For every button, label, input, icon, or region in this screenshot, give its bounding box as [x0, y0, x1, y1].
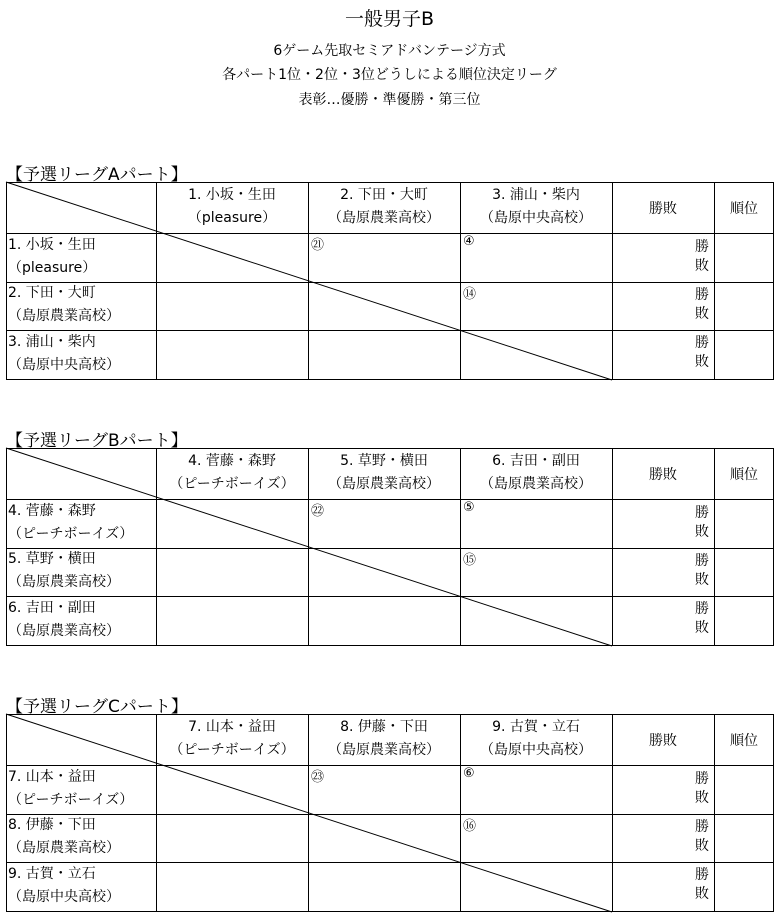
col-header-player-1: 4. 菅藤・森野 （ピーチボーイズ）	[169, 453, 295, 492]
match-number: ㉒	[311, 504, 325, 519]
win-loss-cell: 勝 敗	[695, 553, 709, 588]
awards-note: 表彰…優勝・準優勝・第三位	[298, 92, 481, 108]
match-number: ⑭	[463, 287, 477, 302]
win-loss-cell: 勝 敗	[695, 601, 709, 636]
col-header-player-1: 7. 山本・益田 （ピーチボーイズ）	[169, 719, 295, 758]
col-header-rank: 順位	[730, 201, 758, 217]
row-header-player-2: 8. 伊藤・下田 （島原農業高校）	[8, 817, 120, 856]
match-number: ④	[463, 234, 475, 249]
match-number: ⑯	[463, 819, 477, 834]
match-number: ㉓	[311, 770, 325, 785]
league-title: 【予選リーグBパート】	[6, 431, 188, 451]
col-header-rank: 順位	[730, 733, 758, 749]
win-loss-cell: 勝 敗	[695, 505, 709, 540]
format-rule: 6ゲーム先取セミアドバンテージ方式	[273, 43, 506, 59]
row-header-player-1: 1. 小坂・生田 （pleasure）	[8, 237, 97, 276]
league-table	[6, 448, 774, 646]
match-number: ⑤	[463, 500, 475, 515]
page-title: 一般男子B	[344, 8, 435, 30]
col-header-win-loss: 勝敗	[649, 201, 677, 217]
league-title: 【予選リーグCパート】	[6, 697, 188, 717]
row-header-player-1: 4. 菅藤・森野 （ピーチボーイズ）	[8, 503, 134, 542]
col-header-win-loss: 勝敗	[649, 733, 677, 749]
match-number: ㉑	[311, 238, 325, 253]
col-header-player-3: 6. 吉田・副田 （島原農業高校）	[480, 453, 592, 492]
row-header-player-3: 6. 吉田・副田 （島原農業高校）	[8, 600, 120, 639]
col-header-win-loss: 勝敗	[649, 467, 677, 483]
win-loss-cell: 勝 敗	[695, 819, 709, 854]
col-header-player-2: 8. 伊藤・下田 （島原農業高校）	[328, 719, 440, 758]
win-loss-cell: 勝 敗	[695, 335, 709, 370]
col-header-player-2: 2. 下田・大町 （島原農業高校）	[328, 187, 440, 226]
col-header-rank: 順位	[730, 467, 758, 483]
col-header-player-3: 9. 古賀・立石 （島原中央高校）	[480, 719, 592, 758]
col-header-player-1: 1. 小坂・生田 （pleasure）	[187, 187, 277, 226]
col-header-player-3: 3. 浦山・柴内 （島原中央高校）	[480, 187, 592, 226]
win-loss-cell: 勝 敗	[695, 287, 709, 322]
row-header-player-2: 2. 下田・大町 （島原農業高校）	[8, 285, 120, 324]
league-table	[6, 714, 774, 912]
win-loss-cell: 勝 敗	[695, 239, 709, 274]
match-number: ⑮	[463, 553, 477, 568]
row-header-player-3: 3. 浦山・柴内 （島原中央高校）	[8, 334, 120, 373]
win-loss-cell: 勝 敗	[695, 771, 709, 806]
row-header-player-1: 7. 山本・益田 （ピーチボーイズ）	[8, 769, 134, 808]
win-loss-cell: 勝 敗	[695, 867, 709, 902]
row-header-player-3: 9. 古賀・立石 （島原中央高校）	[8, 866, 120, 905]
row-header-player-2: 5. 草野・横田 （島原農業高校）	[8, 551, 120, 590]
match-number: ⑥	[463, 766, 475, 781]
league-table	[6, 182, 774, 380]
ranking-rule: 各パート1位・2位・3位どうしによる順位決定リーグ	[222, 67, 557, 83]
league-title: 【予選リーグAパート】	[6, 165, 188, 185]
col-header-player-2: 5. 草野・横田 （島原農業高校）	[328, 453, 440, 492]
